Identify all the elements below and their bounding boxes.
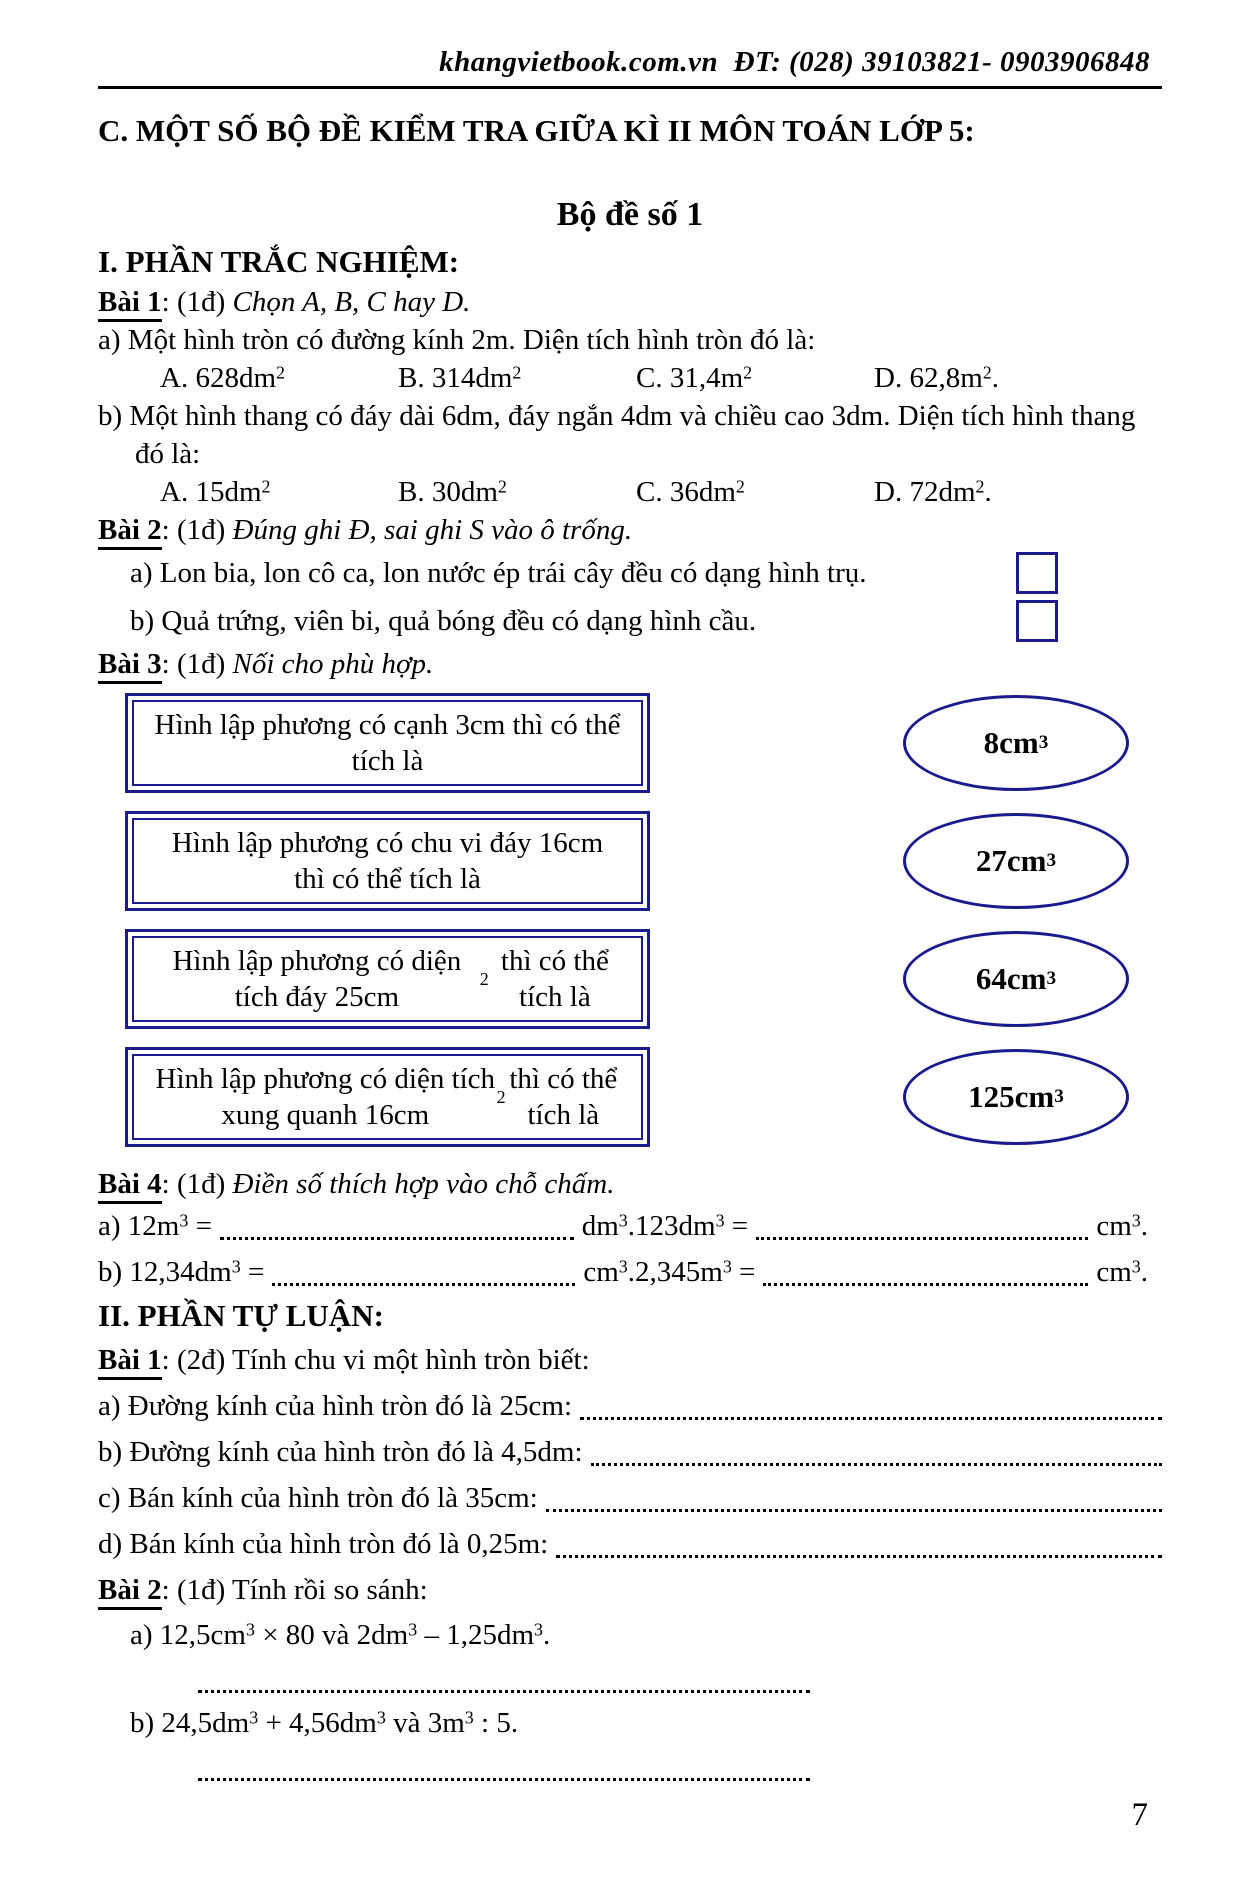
answer-checkbox-b[interactable]: [1016, 600, 1058, 642]
equation-left: [98, 1249, 635, 1295]
equation-unit: $cm^3$.: [1096, 1256, 1148, 1288]
dotted-answer-line[interactable]: [198, 1745, 810, 1789]
bai1-label: Bài 1: [98, 1344, 162, 1380]
part1-heading: I. PHẦN TRẮC NGHIỆM:: [98, 244, 460, 279]
match-row-2: [98, 811, 1162, 911]
bai2-item-a-text: a) Lon bia, lon cô ca, lon nước ép trái cây đều có dạng hình trụ.: [130, 556, 867, 589]
bai1-points: : (1đ): [161, 286, 233, 318]
part2-bai1-heading: [98, 1337, 1162, 1383]
match-row-1: [98, 693, 1162, 793]
equation-left: [98, 1203, 635, 1249]
bai2-label: Bài 2: [98, 1574, 162, 1610]
dotted-answer-line[interactable]: [591, 1429, 1162, 1475]
dotted-answer-line[interactable]: [556, 1521, 1162, 1567]
option-b: B. $314dm^2$: [398, 362, 522, 394]
equation-right: [635, 1203, 1162, 1249]
equation-text: $2,345m^3$ =: [635, 1256, 756, 1288]
bai3-instruction: Nối cho phù hợp.: [232, 648, 434, 680]
bai2-heading: [98, 511, 1162, 549]
option-c: C. $31,4m^2$: [636, 362, 753, 394]
item-text: a) Đường kính của hình tròn đó là 25cm:: [98, 1390, 573, 1422]
bai2-item-a-row: [98, 549, 1162, 597]
part2-bai2-item-b: b) $24,5dm^3 + 4,56dm^3$ và $3m^3$ : 5.: [130, 1707, 519, 1739]
equation-unit: $cm^3$.: [1096, 1210, 1148, 1242]
bai4-points: : (1đ): [161, 1168, 233, 1200]
bai2-item-b-row: [98, 597, 1162, 645]
dotted-answer-line[interactable]: [580, 1383, 1162, 1429]
option-b: B. $30dm^2$: [398, 476, 507, 508]
part2-bai1-item-d: [98, 1521, 1162, 1567]
match-ellipse-2[interactable]: 27cm 3: [903, 813, 1129, 909]
dotted-answer-line[interactable]: [546, 1475, 1162, 1521]
part2-bai1-item-b: [98, 1429, 1162, 1475]
equation-right: [635, 1249, 1162, 1295]
bai4-heading: [98, 1165, 1162, 1203]
dotted-answer-line[interactable]: [198, 1657, 810, 1701]
match-row-4: [98, 1047, 1162, 1147]
part2-bai1-item-c: [98, 1475, 1162, 1521]
exam-set-title: Bộ đề số 1: [556, 196, 704, 233]
section-c-title: C. MỘT SỐ BỘ ĐỀ KIỂM TRA GIỮA KÌ II MÔN TOÁN LỚP 5:: [98, 113, 975, 148]
option-d: D. $62,8m^2$.: [874, 362, 999, 394]
bai3-heading: [98, 645, 1162, 683]
option-d: D. $72dm^2$.: [874, 476, 992, 508]
equation-unit: $dm^3$.: [581, 1210, 635, 1242]
option-c: C. $36dm^2$: [636, 476, 745, 508]
bai1-task: : (2đ) Tính chu vi một hình tròn biết:: [161, 1344, 590, 1376]
match-box-4[interactable]: Hình lập phương có diện tích xung quanh 16cm 2 thì có thể tích là: [125, 1047, 650, 1147]
dotted-answer-blank[interactable]: [763, 1249, 1088, 1295]
bai4-instruction: Điền số thích hợp vào chỗ chấm.: [232, 1168, 615, 1200]
bai4-label: Bài 4: [98, 1168, 162, 1204]
equation-unit: $cm^3$.: [583, 1256, 635, 1288]
bai2-points: : (1đ): [161, 514, 233, 546]
page-header: khangvietbook.com.vn ĐT: (028) 39103821- 0903906848: [98, 46, 1162, 89]
page-number: 7: [1131, 1797, 1148, 1833]
match-ellipse-4[interactable]: 125cm 3: [903, 1049, 1129, 1145]
equation-text: a) $12m^3$ =: [98, 1210, 212, 1242]
bai1-question-b: b) Một hình thang có đáy dài 6dm, đáy ngắn 4dm và chiều cao 3dm. Diện tích hình thang đó là:: [98, 400, 1136, 470]
bai1-question-b-options: [98, 473, 1162, 511]
match-ellipse-3[interactable]: 64cm 3: [903, 931, 1129, 1027]
bai3-points: : (1đ): [161, 648, 233, 680]
match-ellipse-1[interactable]: 8cm 3: [903, 695, 1129, 791]
match-box-2[interactable]: Hình lập phương có chu vi đáy 16cm thì có thể tích là: [125, 811, 650, 911]
dotted-answer-blank[interactable]: [756, 1203, 1088, 1249]
bai4-row-b: [98, 1249, 1162, 1295]
answer-checkbox-a[interactable]: [1016, 552, 1058, 594]
dotted-answer-blank[interactable]: [220, 1203, 574, 1249]
bai3-label: Bài 3: [98, 648, 162, 684]
item-text: c) Bán kính của hình tròn đó là 35cm:: [98, 1482, 538, 1514]
bai2-instruction: Đúng ghi Đ, sai ghi S vào ô trống.: [232, 514, 633, 546]
item-text: d) Bán kính của hình tròn đó là 0,25m:: [98, 1528, 549, 1560]
bai1-question-a: a) Một hình tròn có đường kính 2m. Diện tích hình tròn đó là:: [98, 324, 816, 356]
bai2-task: : (1đ) Tính rồi so sánh:: [161, 1574, 428, 1606]
option-a: A. $628dm^2$: [160, 362, 285, 394]
part2-bai2-item-a: a) $12,5cm^3 \times 80$ và $2dm^3 - 1,25dm^3$.: [130, 1619, 551, 1651]
option-a: A. $15dm^2$: [160, 476, 271, 508]
part2-heading: II. PHẦN TỰ LUẬN:: [98, 1298, 384, 1333]
match-box-1[interactable]: Hình lập phương có cạnh 3cm thì có thể tích là: [125, 693, 650, 793]
bai2-label: Bài 2: [98, 514, 162, 550]
bai2-item-b-text: b) Quả trứng, viên bi, quả bóng đều có dạng hình cầu.: [130, 604, 757, 637]
dotted-answer-blank[interactable]: [272, 1249, 575, 1295]
bai1-question-a-options: [98, 359, 1162, 397]
item-text: b) Đường kính của hình tròn đó là 4,5dm:: [98, 1436, 583, 1468]
match-row-3: [98, 929, 1162, 1029]
part2-bai1-item-a: [98, 1383, 1162, 1429]
part2-bai2-heading: [98, 1567, 1162, 1613]
bai1-heading: [98, 283, 1162, 321]
bai4-row-a: [98, 1203, 1162, 1249]
match-box-3[interactable]: Hình lập phương có diện tích đáy 25cm 2 thì có thể tích là: [125, 929, 650, 1029]
equation-text: b) $12,34dm^3$ =: [98, 1256, 265, 1288]
bai1-label: Bài 1: [98, 286, 162, 322]
equation-text: $123dm^3$ =: [635, 1210, 749, 1242]
bai1-instruction: Chọn A, B, C hay D.: [232, 286, 471, 318]
